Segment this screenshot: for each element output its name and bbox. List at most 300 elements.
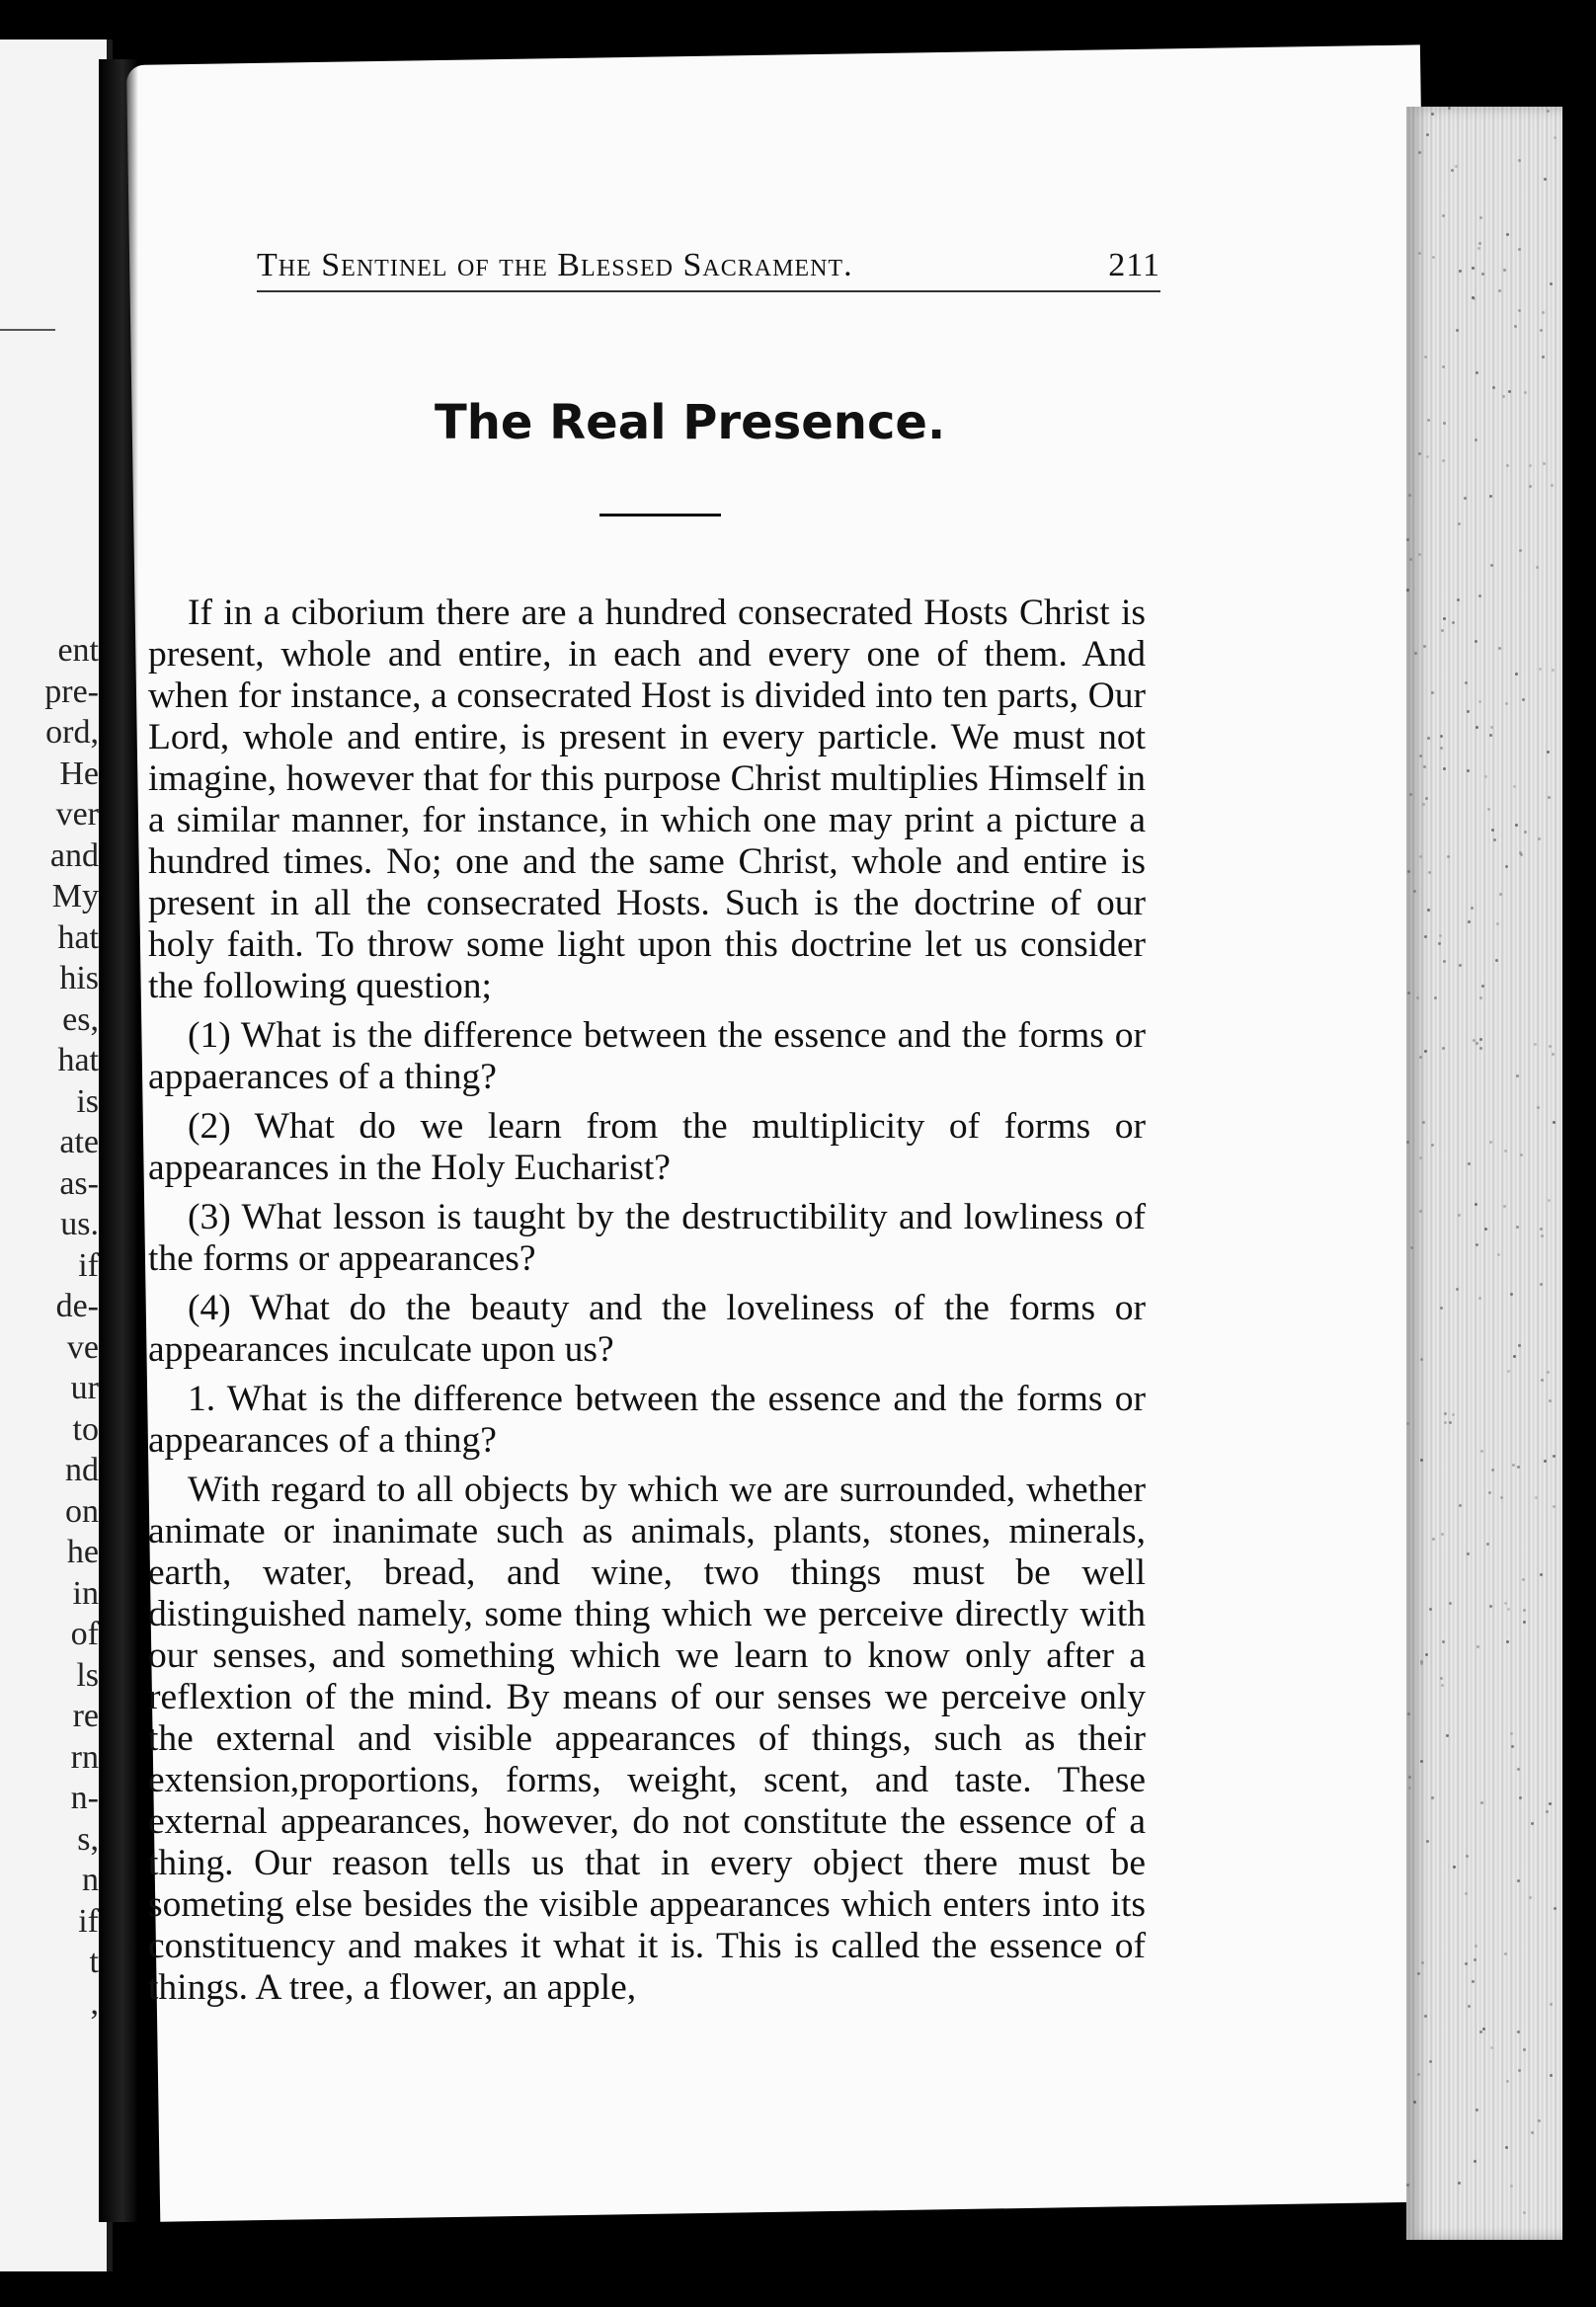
- edge-speck: [1487, 808, 1490, 811]
- edge-speck: [1519, 549, 1522, 552]
- edge-speck: [1538, 837, 1541, 840]
- edge-speck: [1409, 793, 1412, 796]
- edge-speck: [1554, 136, 1556, 139]
- edge-speck: [1517, 1768, 1520, 1771]
- edge-speck: [1546, 1810, 1549, 1813]
- edge-speck: [1489, 734, 1492, 737]
- edge-speck: [1424, 2015, 1427, 2018]
- facing-page-line-fragment: ur: [70, 1370, 99, 1406]
- paragraph: If in a ciborium there are a hundred consecrated Hosts Christ is present, whole and entire, in each and every one of them. And when for instance, a consecrated Host is divided into ten parts, Our Lord, whole and entire, is present in every particle. We must not imagine, however that for this purpose Christ multiplies Himself in a similar manner, for instance, in which one may print a picture a hundred times. No; one and the same Christ, whole and entire is present in all the consecrated Hosts. Such is the doctrine of our holy faith. To throw some light upon this doctrine let us consider the following question;: [148, 593, 1146, 1006]
- edge-speck: [1515, 673, 1518, 676]
- edge-speck: [1517, 1879, 1520, 1882]
- edge-speck: [1424, 356, 1427, 358]
- facing-page-line-fragment: is: [76, 1082, 99, 1120]
- edge-speck: [1492, 386, 1495, 389]
- edge-speck: [1515, 824, 1518, 827]
- edge-speck: [1531, 2131, 1534, 2134]
- edge-speck: [1408, 1787, 1411, 1790]
- edge-speck: [1428, 871, 1431, 874]
- edge-speck: [1449, 1421, 1452, 1424]
- edge-speck: [1474, 1958, 1476, 1961]
- edge-speck: [1468, 1162, 1471, 1165]
- edge-speck: [1419, 1056, 1422, 1059]
- edge-speck: [1478, 595, 1481, 597]
- edge-speck: [1441, 629, 1444, 632]
- edge-speck: [1510, 1732, 1513, 1735]
- edge-speck: [1426, 455, 1429, 458]
- edge-speck: [1476, 1243, 1478, 1246]
- journal-title: The Sentinel of the Blessed Sacrament.: [257, 247, 853, 283]
- edge-speck: [1484, 1228, 1487, 1231]
- edge-speck: [1429, 1608, 1432, 1611]
- edge-speck: [1444, 1412, 1447, 1415]
- edge-speck: [1502, 395, 1505, 398]
- edge-speck: [1553, 1121, 1556, 1124]
- edge-speck: [1434, 996, 1437, 999]
- page-number: 211: [1108, 247, 1160, 283]
- edge-speck: [1422, 1121, 1425, 1124]
- edge-speck: [1518, 1344, 1521, 1347]
- edge-speck: [1540, 329, 1543, 332]
- edge-speck: [1420, 1358, 1423, 1361]
- edge-speck: [1495, 959, 1498, 962]
- edge-speck: [1459, 270, 1462, 273]
- edge-speck: [1440, 1307, 1443, 1310]
- edge-speck: [1424, 1050, 1427, 1053]
- facing-page-rule: [0, 329, 55, 331]
- edge-speck: [1416, 996, 1419, 999]
- edge-speck: [1459, 964, 1462, 967]
- edge-speck: [1452, 1413, 1455, 1416]
- edge-speck: [1425, 797, 1428, 800]
- facing-page-line-fragment: ve: [66, 1328, 99, 1366]
- edge-speck: [1503, 1205, 1506, 1208]
- edge-speck: [1475, 1203, 1477, 1206]
- edge-speck: [1417, 1972, 1420, 1975]
- edge-speck: [1549, 1802, 1552, 1805]
- edge-speck: [1427, 909, 1430, 912]
- facing-page-line-fragment: to: [72, 1410, 99, 1448]
- edge-speck: [1524, 831, 1527, 834]
- edge-speck: [1497, 1253, 1500, 1256]
- edge-speck: [1538, 2119, 1541, 2122]
- edge-speck: [1443, 767, 1446, 770]
- edge-speck: [1479, 216, 1482, 219]
- edge-speck: [1522, 698, 1525, 701]
- edge-speck: [1529, 1896, 1532, 1899]
- facing-page-line-fragment: ent: [57, 632, 99, 669]
- facing-page-line-fragment: pre-: [44, 673, 99, 710]
- edge-speck: [1499, 893, 1502, 896]
- edge-speck: [1455, 165, 1458, 168]
- edge-speck: [1418, 452, 1421, 455]
- edge-speck: [1406, 589, 1409, 592]
- edge-speck: [1519, 851, 1522, 854]
- paragraph: (2) What do we learn from the multiplicity of forms or appearances in the Holy Eucharist?: [148, 1106, 1146, 1188]
- edge-speck: [1536, 566, 1539, 569]
- edge-speck: [1504, 1952, 1507, 1955]
- facing-page-line-fragment: he: [66, 1534, 99, 1570]
- edge-speck: [1423, 645, 1426, 648]
- edge-speck: [1549, 1045, 1552, 1048]
- edge-speck: [1474, 2160, 1476, 2163]
- edge-speck: [1550, 2074, 1553, 2077]
- edge-speck: [1475, 640, 1477, 643]
- edge-speck: [1442, 365, 1445, 368]
- edge-speck: [1518, 309, 1521, 312]
- edge-speck: [1476, 371, 1478, 374]
- edge-speck: [1446, 1734, 1449, 1737]
- facing-page-line-fragment: as-: [59, 1164, 99, 1202]
- edge-speck: [1498, 647, 1501, 650]
- facing-page-line-fragment: us.: [60, 1206, 99, 1242]
- edge-speck: [1407, 870, 1410, 873]
- edge-speck: [1513, 1355, 1516, 1358]
- edge-speck: [1490, 2046, 1493, 2049]
- edge-speck: [1424, 935, 1427, 938]
- edge-speck: [1523, 2211, 1526, 2214]
- edge-speck: [1491, 1469, 1494, 1472]
- edge-speck: [1488, 1491, 1491, 1494]
- edge-speck: [1438, 942, 1441, 945]
- edge-speck: [1478, 700, 1481, 703]
- edge-speck: [1429, 2060, 1432, 2063]
- edge-speck: [1442, 459, 1445, 462]
- section-heading: 1. What is the difference between the essence and the forms or appearances of a thing?: [148, 1379, 1146, 1461]
- edge-speck: [1420, 1459, 1423, 1462]
- facing-page-line-fragment: of: [70, 1616, 99, 1652]
- edge-speck: [1529, 485, 1532, 488]
- edge-speck: [1541, 1379, 1544, 1382]
- edge-speck: [1505, 865, 1508, 868]
- facing-page-line-fragment: in: [72, 1574, 99, 1612]
- edge-speck: [1553, 1505, 1556, 1508]
- edge-speck: [1443, 617, 1446, 620]
- edge-speck: [1426, 1840, 1429, 1843]
- edge-speck: [1408, 1776, 1411, 1779]
- edge-speck: [1466, 1855, 1469, 1858]
- edge-speck: [1431, 113, 1434, 116]
- edge-speck: [1554, 1907, 1556, 1910]
- edge-speck: [1534, 1043, 1537, 1046]
- edge-speck: [1512, 1464, 1515, 1467]
- facing-page-line-fragment: n-: [70, 1780, 99, 1816]
- edge-speck: [1553, 1455, 1556, 1458]
- edge-speck: [1518, 2069, 1521, 2072]
- edge-speck: [1548, 1199, 1551, 1202]
- edge-speck: [1457, 598, 1460, 601]
- edge-speck: [1440, 735, 1443, 738]
- edge-speck: [1511, 1745, 1514, 1748]
- edge-speck: [1510, 1293, 1513, 1296]
- edge-speck: [1440, 1677, 1443, 1680]
- edge-speck: [1413, 890, 1416, 893]
- edge-speck: [1481, 985, 1484, 988]
- edge-speck: [1516, 1074, 1519, 1077]
- edge-speck: [1477, 247, 1480, 250]
- edge-speck: [1514, 325, 1517, 328]
- edge-speck: [1441, 1533, 1444, 1536]
- edge-speck: [1453, 1866, 1456, 1869]
- edge-speck: [1442, 1047, 1445, 1050]
- edge-speck: [1550, 282, 1553, 285]
- edge-speck: [1552, 669, 1555, 672]
- edge-speck: [1423, 765, 1426, 768]
- edge-speck: [1458, 2182, 1461, 2185]
- edge-speck: [1522, 1578, 1525, 1581]
- edge-speck: [1439, 934, 1442, 937]
- edge-speck: [1465, 1892, 1468, 1895]
- edge-speck: [1508, 390, 1511, 393]
- edge-speck: [1541, 1234, 1544, 1237]
- facing-page-line-fragment: es,: [62, 1000, 99, 1038]
- facing-page-line-fragment: his: [59, 960, 99, 996]
- facing-page-line-fragment: rn: [70, 1738, 99, 1776]
- edge-speck: [1442, 214, 1445, 217]
- edge-speck: [1544, 178, 1547, 181]
- edge-speck: [1431, 1796, 1434, 1799]
- edge-speck: [1472, 1980, 1475, 1983]
- facing-page-line-fragment: My: [51, 878, 99, 915]
- edge-speck: [1490, 564, 1493, 567]
- edge-speck: [1464, 497, 1467, 500]
- facing-page-line-fragment: ate: [59, 1124, 99, 1160]
- edge-speck: [1547, 751, 1550, 754]
- edge-speck: [1479, 996, 1482, 999]
- edge-speck: [1440, 747, 1443, 750]
- edge-speck: [1540, 1228, 1543, 1231]
- edge-speck: [1425, 1653, 1428, 1656]
- edge-speck: [1475, 438, 1477, 441]
- edge-speck: [1443, 960, 1446, 963]
- edge-speck: [1540, 1573, 1543, 1576]
- edge-speck: [1505, 702, 1508, 705]
- edge-speck: [1504, 1150, 1507, 1153]
- facing-page-line-fragment: de-: [55, 1288, 99, 1324]
- edge-speck: [1518, 159, 1521, 162]
- edge-speck: [1443, 422, 1446, 425]
- edge-speck: [1452, 621, 1455, 624]
- edge-speck: [1451, 169, 1454, 172]
- paragraph: (1) What is the difference between the essence and the forms or appaerances of a thing?: [148, 1015, 1146, 1097]
- facing-page-line-fragment: ls: [76, 1656, 99, 1694]
- edge-speck: [1493, 838, 1496, 841]
- edge-speck: [1535, 1496, 1538, 1499]
- edge-speck: [1456, 329, 1459, 332]
- edge-speck: [1548, 796, 1551, 799]
- edge-speck: [1420, 1760, 1423, 1763]
- edge-speck: [1458, 1214, 1461, 1217]
- facing-page-line-fragment: hat: [57, 1042, 99, 1078]
- edge-speck: [1449, 1602, 1452, 1605]
- edge-speck: [1484, 775, 1487, 778]
- edge-speck: [1549, 1399, 1552, 1402]
- edge-speck: [1552, 1053, 1555, 1056]
- edge-speck: [1518, 248, 1521, 251]
- facing-page-line-fragment: He: [59, 755, 99, 792]
- title-rule: [599, 514, 721, 517]
- paragraph: (3) What lesson is taught by the destructibility and lowliness of the forms or appearances?: [148, 1197, 1146, 1279]
- edge-speck: [1475, 1945, 1477, 1948]
- facing-page-line-fragment: re: [72, 1698, 99, 1734]
- facing-page-line-fragment: s,: [77, 1820, 99, 1858]
- edge-speck: [1427, 419, 1430, 422]
- facing-page-line-fragment: if: [78, 1902, 99, 1940]
- edge-speck: [1448, 107, 1451, 110]
- edge-speck: [1476, 1042, 1478, 1045]
- edge-speck: [1478, 1297, 1481, 1300]
- edge-speck: [1408, 494, 1411, 497]
- edge-speck: [1467, 1552, 1470, 1555]
- edge-speck: [1465, 1962, 1468, 1965]
- edge-speck: [1489, 1141, 1492, 1144]
- edge-speck: [1472, 267, 1475, 270]
- edge-speck: [1444, 1421, 1447, 1424]
- edge-speck: [1544, 1460, 1547, 1463]
- facing-page-fragment: [0, 40, 113, 2271]
- edge-speck: [1543, 462, 1546, 465]
- edge-speck: [1520, 1154, 1523, 1156]
- edge-speck: [1486, 1543, 1489, 1546]
- edge-speck: [1504, 1602, 1507, 1605]
- edge-speck: [1489, 1605, 1492, 1608]
- edge-speck: [1447, 855, 1450, 858]
- edge-speck: [1426, 133, 1429, 136]
- edge-speck: [1467, 710, 1470, 713]
- edge-speck: [1524, 391, 1527, 394]
- edge-speck: [1507, 1608, 1510, 1611]
- edge-speck: [1406, 1141, 1409, 1144]
- edge-speck: [1551, 484, 1554, 487]
- edge-speck: [1479, 2030, 1482, 2033]
- edge-speck: [1431, 691, 1434, 694]
- edge-speck: [1406, 1422, 1409, 1425]
- edge-speck: [1537, 1106, 1540, 1109]
- facing-page-line-fragment: and: [49, 836, 99, 874]
- edge-speck: [1507, 1370, 1510, 1373]
- edge-speck: [1427, 737, 1430, 740]
- edge-speck: [1418, 151, 1421, 154]
- edge-speck: [1417, 2073, 1420, 2076]
- edge-speck: [1542, 311, 1545, 314]
- edge-speck: [1459, 1504, 1462, 1507]
- edge-speck: [1531, 1822, 1534, 1825]
- edge-speck: [1503, 269, 1506, 272]
- edge-speck: [1420, 1660, 1423, 1663]
- edge-speck: [1421, 1961, 1424, 1964]
- edge-speck: [1480, 1801, 1483, 1804]
- facing-page-line-fragment: on: [65, 1492, 99, 1530]
- edge-speck: [1442, 1640, 1445, 1643]
- edge-speck: [1407, 1712, 1410, 1715]
- edge-speck: [1519, 1796, 1522, 1799]
- edge-speck: [1419, 1156, 1422, 1159]
- edge-speck: [1547, 110, 1550, 113]
- edge-speck: [1479, 1047, 1482, 1050]
- page-edges: [1406, 107, 1562, 2240]
- edge-speck: [1472, 296, 1475, 299]
- edge-speck: [1418, 553, 1421, 556]
- edge-speck: [1496, 922, 1499, 925]
- paragraph: (4) What do the beauty and the loveliness of the forms or appearances inculcate upon us?: [148, 1288, 1146, 1370]
- edge-speck: [1406, 2184, 1409, 2187]
- edge-speck: [1476, 1645, 1479, 1648]
- edge-speck: [1491, 829, 1494, 832]
- edge-speck: [1490, 726, 1493, 729]
- edge-speck: [1480, 1450, 1483, 1453]
- book-gutter-shadow: [99, 59, 138, 2222]
- edge-speck: [1506, 464, 1509, 467]
- edge-speck: [1465, 681, 1468, 684]
- edge-speck: [1540, 1283, 1543, 1286]
- edge-speck: [1529, 464, 1532, 467]
- edge-speck: [1476, 2108, 1478, 2111]
- facing-page-line-fragment: ver: [55, 796, 99, 833]
- edge-speck: [1510, 2185, 1513, 2188]
- edge-speck: [1468, 920, 1471, 923]
- edge-speck: [1458, 522, 1461, 525]
- edge-speck: [1414, 652, 1417, 655]
- edge-speck: [1478, 242, 1481, 245]
- article-title: The Real Presence.: [435, 395, 946, 450]
- edge-speck: [1498, 289, 1501, 292]
- running-head: [257, 247, 1160, 292]
- edge-speck: [1500, 1496, 1503, 1499]
- article-body: [148, 593, 1146, 2017]
- edge-speck: [1550, 2003, 1553, 2006]
- edge-speck: [1517, 1466, 1520, 1469]
- edge-speck: [1431, 1144, 1434, 1147]
- edge-speck: [1410, 1246, 1413, 1249]
- edge-speck: [1407, 992, 1410, 994]
- edge-speck: [1432, 1538, 1435, 1541]
- facing-page-line-fragment: ,: [90, 1984, 99, 2022]
- facing-page-line-fragment: if: [78, 1246, 99, 1284]
- edge-speck: [1409, 558, 1412, 561]
- edge-speck: [1523, 2048, 1526, 2051]
- edge-speck: [1513, 785, 1516, 788]
- facing-page-line-fragment: hat: [57, 918, 99, 956]
- edge-speck: [1523, 1609, 1526, 1612]
- edge-speck: [1542, 356, 1545, 358]
- facing-page-line-fragment: n: [82, 1862, 99, 1898]
- edge-speck: [1413, 2101, 1416, 2104]
- edge-speck: [1506, 233, 1509, 236]
- edge-speck: [1482, 2028, 1485, 2030]
- edge-speck: [1468, 2005, 1471, 2008]
- edge-speck: [1456, 1288, 1459, 1291]
- facing-page-line-fragment: ord,: [45, 714, 99, 751]
- edge-speck: [1505, 2146, 1508, 2149]
- edge-speck: [1476, 726, 1478, 729]
- edge-speck: [1523, 1621, 1526, 1624]
- edge-speck: [1481, 273, 1484, 276]
- paragraph: With regard to all objects by which we are surrounded, whether animate or inanimate such as animals, plants, stones, minerals, earth, water, bread, and wine, two things must be well distinguished namely, some thing which we perceive directly with our senses, and something which we learn to know only after a reflextion of the mind. By means of our senses we perceive only the external and visible appearances of things, such as their extension,proportions, forms, weight, scent, and taste. These external appearances, however, do not constitute the essence of a thing. Our reason tells us that in every object there must be someting else besides the visible appearances which enters into its constituency and makes it what it is. This is called the essence of things. A tree, a flower, an apple,: [148, 1470, 1146, 2008]
- edge-speck: [1506, 2080, 1509, 2083]
- edge-speck: [1406, 538, 1409, 541]
- edge-speck: [1479, 1038, 1482, 1041]
- edge-speck: [1419, 755, 1422, 757]
- edge-speck: [1471, 907, 1474, 910]
- edge-speck: [1517, 2030, 1520, 2033]
- edge-speck: [1539, 668, 1542, 671]
- edge-speck: [1422, 803, 1425, 806]
- edge-speck: [1547, 1371, 1550, 1374]
- edge-speck: [1432, 256, 1435, 259]
- edge-speck: [1467, 769, 1470, 772]
- edge-speck: [1419, 1210, 1422, 1213]
- facing-page-line-fragment: t: [89, 1944, 99, 1980]
